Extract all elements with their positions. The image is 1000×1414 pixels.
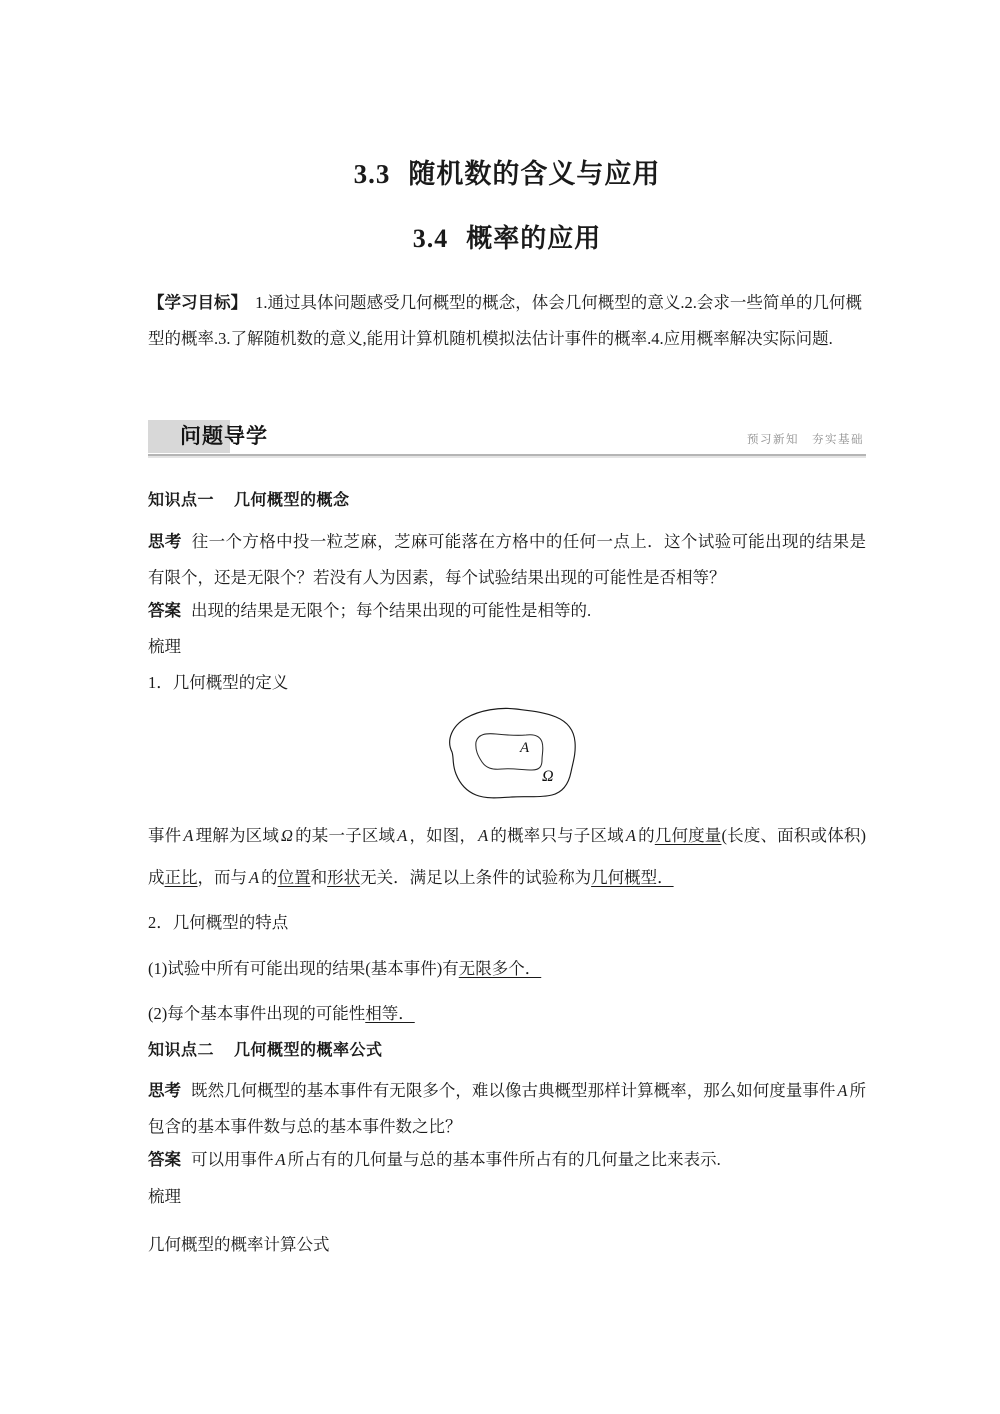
knowledge-point-1-think — [148, 524, 866, 596]
knowledge-point-2-think — [148, 1073, 866, 1145]
def-var-omega: Ω — [281, 826, 293, 845]
omega-region-outline — [450, 708, 576, 797]
def-part-1: 事件 — [148, 826, 182, 845]
a-region-outline — [476, 734, 543, 770]
knowledge-point-1-label: 知识点一 — [148, 490, 215, 509]
feature-2-underline: 相等． — [365, 1004, 415, 1023]
section-header-subtitle: 预习新知 夯实基础 — [747, 432, 864, 446]
chapter-title-3-3 — [148, 152, 866, 191]
def-part-6: 的 — [637, 826, 655, 845]
definition-number: 1． — [148, 673, 173, 692]
answer-label-2: 答案 — [148, 1150, 181, 1169]
region-blob-diagram — [416, 700, 606, 805]
figure-label-a: A — [520, 740, 530, 756]
section-header-rule — [148, 454, 866, 458]
answer-label-1: 答案 — [148, 601, 181, 620]
chapter-name-3-4: 概率的应用 — [466, 224, 602, 253]
chapter-title-3-4 — [148, 218, 866, 255]
def-underline-proportional: 正比 — [164, 868, 198, 887]
features-title: 几何概型的特点 — [172, 913, 289, 932]
section-header-bar — [148, 420, 866, 466]
answer-var-a: A — [275, 1150, 286, 1169]
answer-text-2-part-1: 可以用事件 — [191, 1150, 274, 1169]
def-part-11: 无关．满足以上条件的试验称为 — [360, 868, 592, 887]
answer-text-1: 出现的结果是无限个；每个结果出现的可能性是相等的. — [191, 601, 592, 620]
answer-text-2-part-2: 所占有的几何量与总的基本事件所占有的几何量之比来表示. — [287, 1150, 721, 1169]
def-part-10: 和 — [310, 868, 328, 887]
knowledge-point-2-title: 几何概型的概率公式 — [234, 1040, 383, 1059]
def-part-8: ，而与 — [197, 868, 247, 887]
knowledge-point-1-title: 几何概型的概念 — [234, 490, 350, 509]
def-part-2: 理解为区域 — [195, 826, 280, 845]
def-underline-geometric-model: 几何概型． — [591, 868, 674, 887]
feature-item-2 — [148, 997, 866, 1030]
def-var-a-4: A — [625, 826, 636, 845]
geometric-probability-figure — [416, 700, 606, 805]
learning-objectives — [148, 285, 862, 357]
think-var-a: A — [837, 1081, 848, 1100]
definition-title: 几何概型的定义 — [172, 673, 289, 692]
feature-1-underline: 无限多个． — [458, 959, 542, 978]
def-underline-shape: 形状 — [327, 868, 361, 887]
def-underline-position: 位置 — [277, 868, 311, 887]
knowledge-point-1-answer — [148, 594, 866, 627]
chapter-number-3-4: 3.4 — [412, 224, 449, 253]
think-text-2-part-1: 既然几何概型的基本事件有无限多个，难以像古典概型那样计算概率，那么如何度量事件 — [191, 1081, 836, 1100]
knowledge-point-2-answer — [148, 1143, 866, 1176]
definition-paragraph — [148, 815, 866, 899]
feature-item-1 — [148, 952, 866, 985]
features-number: 2． — [148, 913, 173, 932]
def-part-7: (长度、面积或体积)成 — [148, 826, 867, 887]
think-label-1: 思考 — [148, 532, 182, 551]
def-underline-geometric-measure: 几何度量 — [654, 826, 722, 845]
def-part-3: 的某一子区域 — [294, 826, 396, 845]
chapter-number-3-3: 3.3 — [353, 159, 391, 189]
def-part-9: 的 — [261, 868, 278, 887]
definition-heading — [148, 666, 866, 699]
def-part-5: 的概率只与子区域 — [490, 826, 624, 845]
knowledge-point-2-heading — [148, 1037, 866, 1060]
organize-label-2: 梳理 — [148, 1187, 181, 1206]
features-heading — [148, 906, 866, 939]
figure-label-omega: Ω — [542, 768, 554, 785]
organize-label-1: 梳理 — [148, 637, 181, 656]
learning-objectives-text: 1.通过具体问题感受几何概型的概念，体会几何概型的意义.2.会求一些简单的几何概型的概率.3.了解随机数的意义,能用计算机随机模拟法估计事件的概率.4.应用概率解决实际问题. — [148, 293, 863, 348]
def-part-4: ，如图， — [409, 826, 477, 845]
def-var-a-2: A — [397, 826, 408, 845]
feature-2-text: (2)每个基本事件出现的可能性 — [148, 1004, 366, 1023]
def-var-a-5: A — [249, 868, 260, 887]
def-var-a-3: A — [478, 826, 489, 845]
think-label-2: 思考 — [148, 1081, 182, 1100]
chapter-name-3-3: 随机数的含义与应用 — [408, 159, 661, 189]
think-text-2-part-2: 所包含的基本事件数与总的基本事件数之比？ — [148, 1081, 867, 1136]
learning-objectives-label: 【学习目标】 — [148, 293, 248, 312]
probability-formula-title: 几何概型的概率计算公式 — [148, 1235, 330, 1254]
knowledge-point-2-label: 知识点二 — [148, 1040, 215, 1059]
def-var-a-1: A — [183, 826, 194, 845]
feature-1-text: (1)试验中所有可能出现的结果(基本事件)有 — [148, 959, 459, 978]
think-text-1: 往一个方格中投一粒芝麻，芝麻可能落在方格中的任何一点上．这个试验可能出现的结果是有限个，还是无限个？若没有人为因素，每个试验结果出现的可能性是否相等？ — [148, 532, 867, 587]
section-header-title: 问题导学 — [180, 424, 268, 448]
knowledge-point-1-heading — [148, 487, 866, 510]
